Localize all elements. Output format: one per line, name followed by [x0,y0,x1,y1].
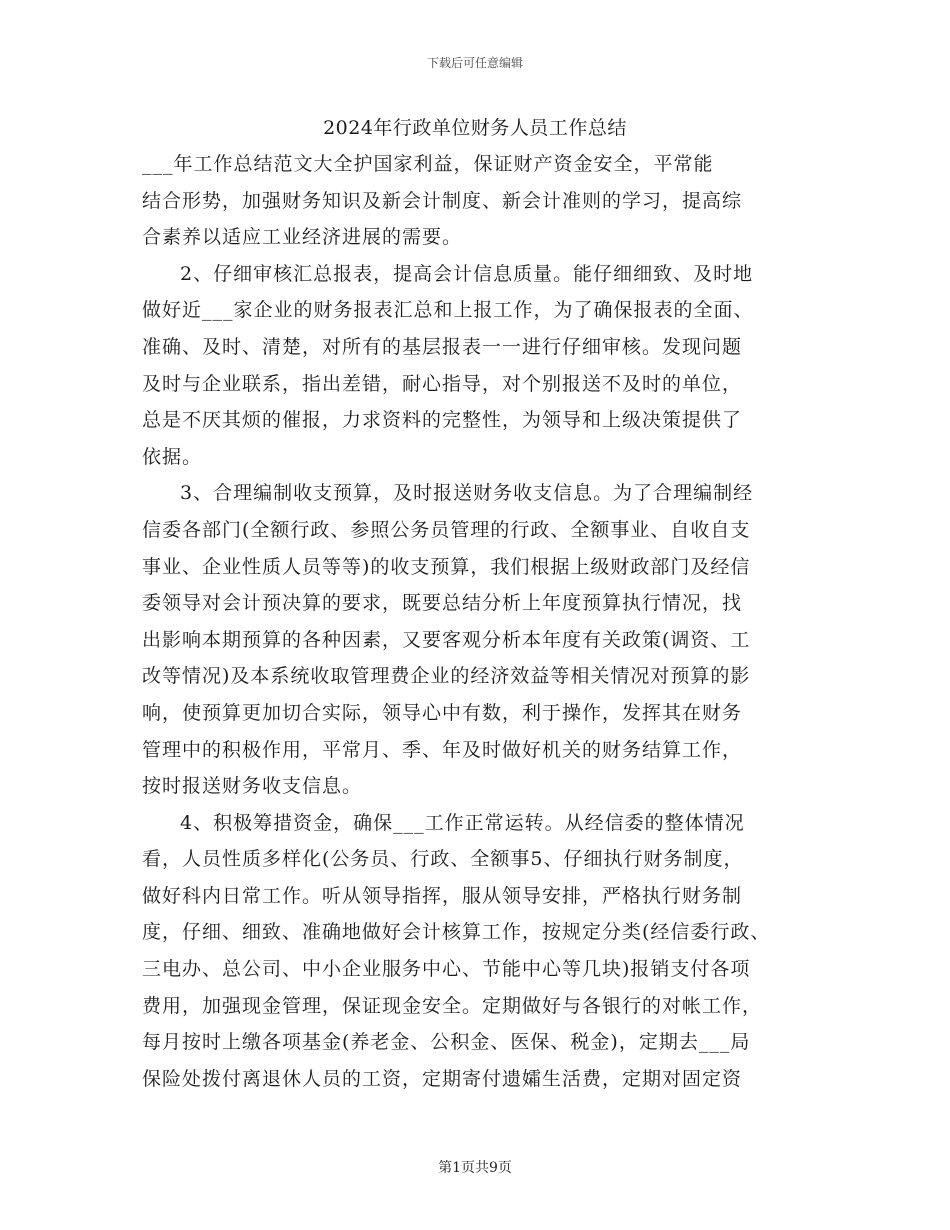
body-line: 总是不厌其烦的催报，力求资料的完整性，为领导和上级决策提供了 [142,409,743,432]
document-body [142,149,822,1100]
body-line: 做好近___家企业的财务报表汇总和上报工作，为了确保报表的全面、 [142,299,754,322]
body-line: 保险处拨付离退休人员的工资，定期寄付遗孀生活费，定期对固定资 [142,1067,743,1090]
page-number: 第1页共9页 [438,1160,512,1176]
body-line: 3、合理编制收支预算，及时报送财务收支信息。为了合理编制经 [180,482,754,505]
body-line: 三电办、总公司、中小企业服务中心、节能中心等几块)报销支付各项 [142,958,751,981]
header-note: 下载后可任意编辑 [426,56,523,70]
body-line: 做好科内日常工作。听从领导指挥，服从领导安排，严格执行财务制 [142,884,743,907]
body-line: 出影响本期预算的各种因素，又要客观分析本年度有关政策(调资、工 [142,628,751,651]
body-line: 合素养以适应工业经济进展的需要。 [142,226,463,249]
body-line: 改等情况)及本系统收取管理费企业的经济效益等相关情况对预算的影 [142,665,751,688]
body-line: 委领导对会计预决算的要求，既要总结分析上年度预算执行情况，找 [142,592,743,615]
body-line: 及时与企业联系，指出差错，耐心指导，对个别报送不及时的单位， [142,372,743,395]
body-line: 费用，加强现金管理，保证现金安全。定期做好与各银行的对帐工作， [142,994,763,1017]
body-line: ___年工作总结范文大全护国家利益，保证财产资金安全，平常能 [142,153,714,175]
body-line: 结合形势，加强财务知识及新会计制度、新会计准则的学习，提高综 [142,189,743,212]
body-line: 看，人员性质多样化(公务员、行政、全额事5、仔细执行财务制度， [142,848,744,871]
body-line: 4、积极筹措资金，确保___工作正常运转。从经信委的整体情况 [180,811,745,834]
body-line: 响，使预算更加切合实际，领导心中有数，利于操作，发挥其在财务 [142,701,743,724]
document-title: 2024年行政单位财务人员工作总结 [323,117,627,139]
body-line: 准确、及时、清楚，对所有的基层报表一一进行仔细审核。发现问题 [142,335,743,358]
body-line: 按时报送财务收支信息。 [142,775,363,798]
body-line: 信委各部门(全额行政、参照公务员管理的行政、全额事业、自收自支 [142,518,751,541]
body-line: 度，仔细、细致、准确地做好会计核算工作，按规定分类(经信委行政、 [142,921,771,944]
body-line: 管理中的积极作用，平常月、季、年及时做好机关的财务结算工作， [142,738,743,761]
body-line: 2、仔细审核汇总报表，提高会计信息质量。能仔细细致、及时地 [180,262,754,285]
body-line: 依据。 [142,445,203,468]
body-line: 事业、企业性质人员等等)的收支预算，我们根据上级财政部门及经信 [142,555,751,578]
body-line: 每月按时上缴各项基金(养老金、公积金、医保、税金)，定期去___局 [142,1031,751,1054]
